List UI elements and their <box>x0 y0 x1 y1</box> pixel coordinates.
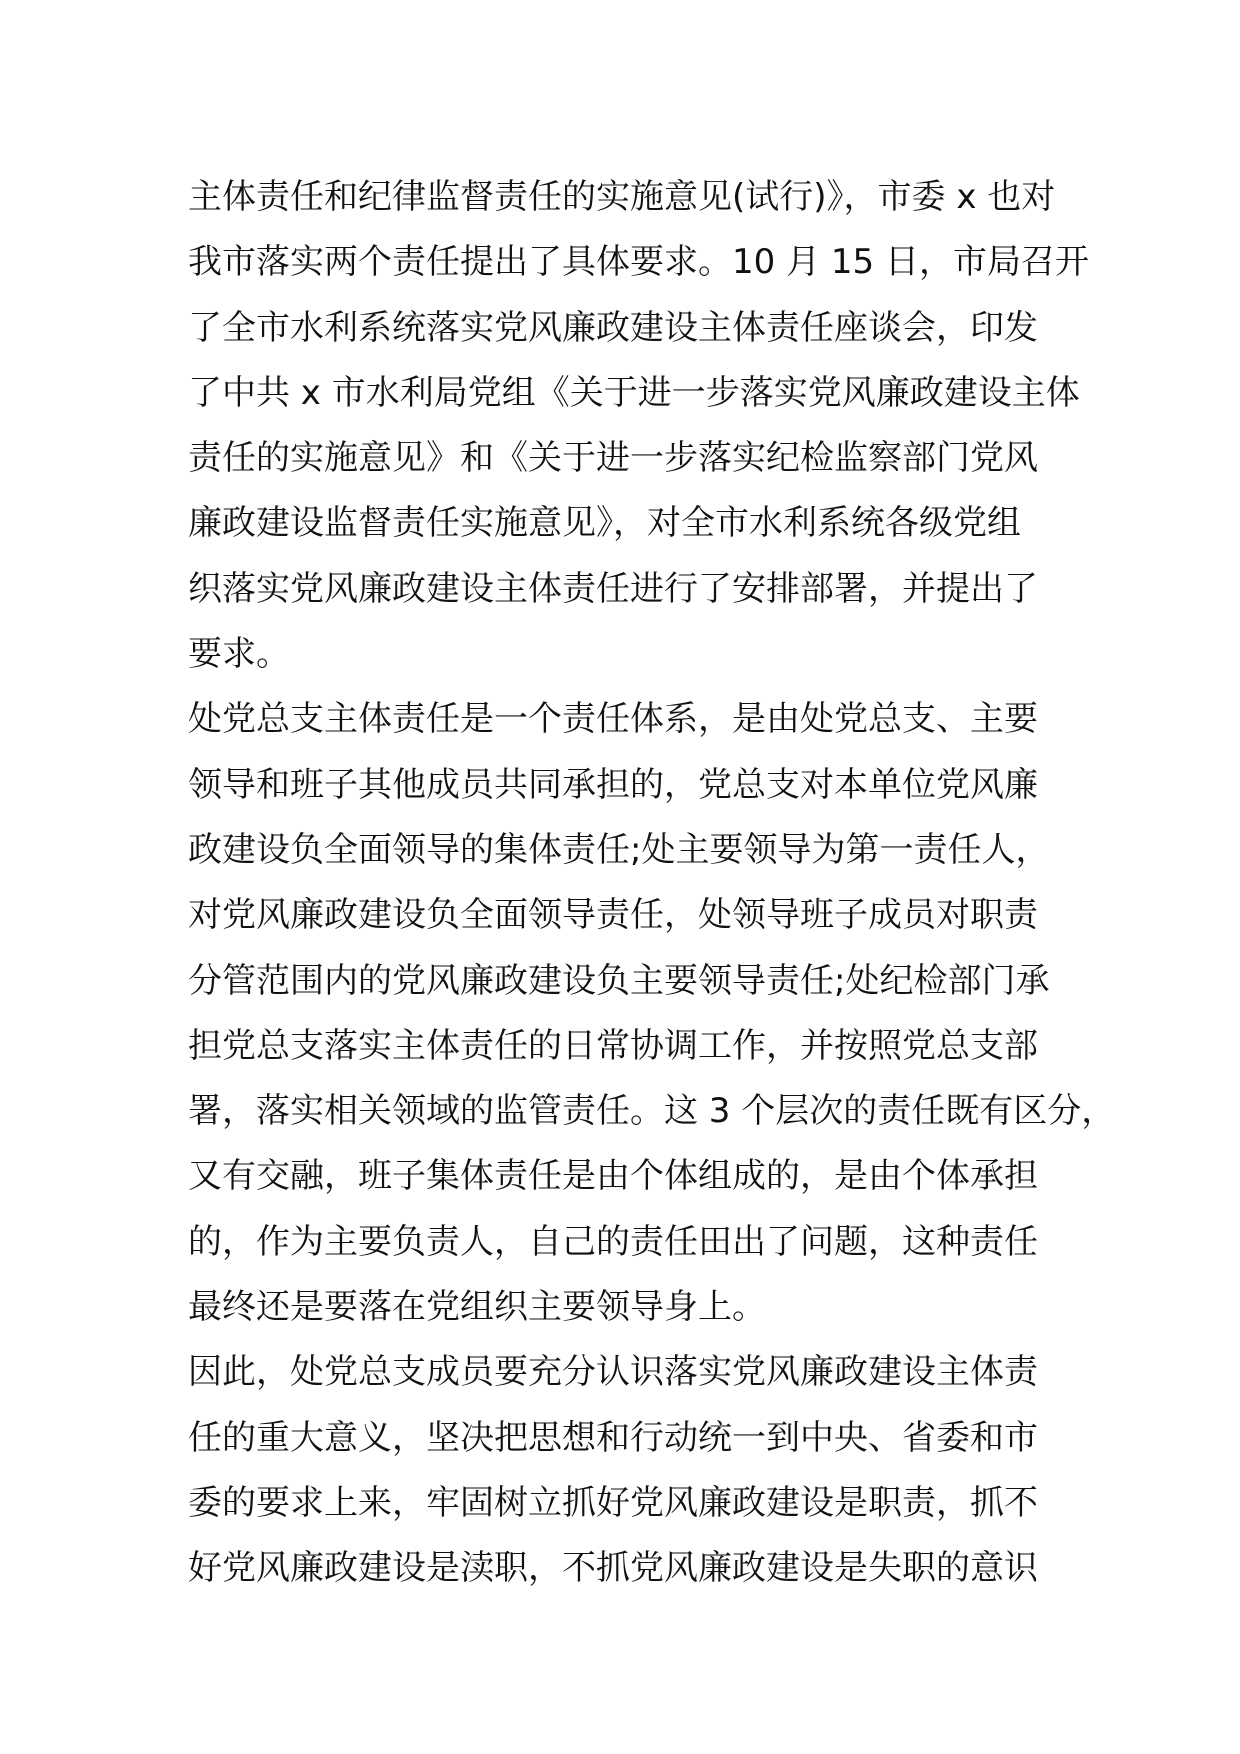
text-line: 要求。 <box>188 634 290 675</box>
text-line: 委的要求上来，牢固树立抓好党风廉政建设是职责，抓不 <box>188 1482 1038 1523</box>
body-text <box>188 165 1116 1602</box>
text-line: 我市落实两个责任提出了具体要求。10 月 15 日，市局召开 <box>188 242 1089 283</box>
text-line: 分管范围内的党风廉政建设负主要领导责任;处纪检部门承 <box>188 960 1050 1001</box>
text-line: 领导和班子其他成员共同承担的，党总支对本单位党风廉 <box>188 764 1038 805</box>
text-line: 担党总支落实主体责任的日常协调工作，并按照党总支部 <box>188 1025 1038 1066</box>
text-line: 廉政建设监督责任实施意见》，对全市水利系统各级党组 <box>188 503 1021 544</box>
text-line: 的，作为主要负责人，自己的责任田出了问题，这种责任 <box>188 1221 1038 1262</box>
text-line: 因此，处党总支成员要充分认识落实党风廉政建设主体责 <box>188 1352 1038 1393</box>
text-line: 对党风廉政建设负全面领导责任，处领导班子成员对职责 <box>188 895 1038 936</box>
text-line: 处党总支主体责任是一个责任体系，是由处党总支、主要 <box>188 699 1038 740</box>
text-line: 又有交融，班子集体责任是由个体组成的，是由个体承担 <box>188 1156 1038 1197</box>
text-line: 主体责任和纪律监督责任的实施意见(试行)》，市委 x 也对 <box>188 177 1056 217</box>
text-line: 最终还是要落在党组织主要领导身上。 <box>188 1287 766 1328</box>
text-line: 好党风廉政建设是渎职，不抓党风廉政建设是失职的意识 <box>188 1548 1038 1589</box>
text-line: 任的重大意义，坚决把思想和行动统一到中央、省委和市 <box>188 1417 1038 1458</box>
text-line: 责任的实施意见》和《关于进一步落实纪检监察部门党风 <box>188 438 1038 479</box>
text-line: 政建设负全面领导的集体责任;处主要领导为第一责任人， <box>188 829 1050 870</box>
text-line: 署，落实相关领域的监管责任。这 3 个层次的责任既有区分， <box>188 1091 1116 1132</box>
text-line: 了中共 x 市水利局党组《关于进一步落实党风廉政建设主体 <box>188 372 1080 413</box>
text-line: 了全市水利系统落实党风廉政建设主体责任座谈会，印发 <box>188 307 1038 348</box>
text-line: 织落实党风廉政建设主体责任进行了安排部署，并提出了 <box>188 568 1038 609</box>
